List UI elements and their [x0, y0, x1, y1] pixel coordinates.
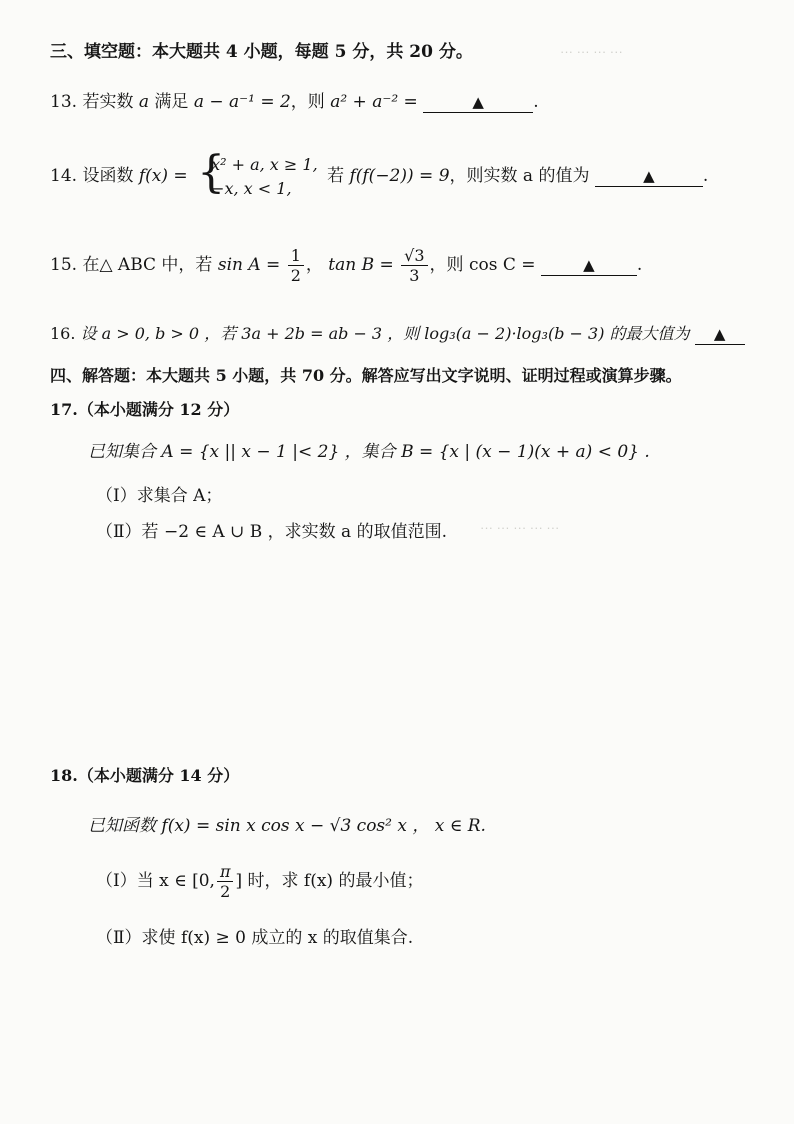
question-13 — [50, 90, 539, 114]
section-4-heading: 四、解答题：本大题共 5 小题，共 70 分。解答应写出文字说明、证明过程或演算步骤。 — [50, 366, 682, 385]
brace-icon: { — [197, 146, 226, 198]
q16-answer-blank[interactable] — [695, 324, 745, 345]
fraction-denominator: 2 — [220, 882, 231, 901]
q15-number: 15. — [50, 255, 78, 275]
q15-fraction-1 — [288, 246, 304, 285]
fraction-denominator: 3 — [409, 266, 420, 285]
q13-text: 若实数 — [82, 92, 139, 112]
bleed-through-text: ··· ··· ··· ··· — [560, 44, 623, 59]
q13-expression: a² + a⁻² = — [330, 92, 418, 112]
q18-part-1 — [96, 856, 423, 906]
q13-number: 13. — [50, 92, 78, 112]
q15-text: 在△ ABC 中，若 — [82, 255, 218, 275]
q13-answer-blank[interactable] — [423, 92, 533, 113]
fraction-denominator: 2 — [290, 266, 301, 285]
fraction-numerator: 1 — [288, 246, 304, 266]
q14-text: ，则实数 a 的值为 — [449, 166, 590, 186]
q18-part-1-text: ] 时，求 f(x) 的最小值； — [235, 871, 424, 891]
q17-title: 17.（本小题满分 12 分） — [50, 400, 240, 419]
q15-sinA: sin A = — [217, 255, 281, 275]
fraction-numerator: √3 — [401, 246, 427, 266]
q14-piecewise — [197, 146, 318, 201]
q14-case-1: x² + a, x ≥ 1, — [211, 154, 318, 174]
q13-var: a — [138, 92, 149, 112]
q18-title: 18.（本小题满分 14 分） — [50, 766, 240, 785]
q18-part-2: （Ⅱ）求使 f(x) ≥ 0 成立的 x 的取值集合. — [96, 928, 414, 948]
q13-end: . — [533, 92, 539, 112]
triangle-mark-icon: ▲ — [472, 93, 484, 111]
q13-text: ，则 — [290, 92, 331, 112]
q15-tanB: tan B = — [328, 255, 394, 275]
q15-comma: ， — [305, 255, 323, 275]
triangle-mark-icon: ▲ — [713, 325, 726, 343]
question-15 — [50, 240, 642, 290]
q14-condition: f(f(−2)) = 9 — [349, 166, 450, 186]
q14-case-2: −x, x < 1, — [211, 178, 292, 198]
fraction-numerator: π — [217, 862, 234, 882]
q15-end: . — [636, 255, 643, 275]
q15-answer-blank[interactable] — [541, 255, 637, 276]
q14-answer-blank[interactable] — [595, 166, 703, 187]
q15-text: ，则 cos C = — [429, 255, 536, 275]
q14-number: 14. — [50, 166, 78, 186]
q14-function: f(x) = — [138, 166, 188, 186]
q18-stem: 已知函数 f(x) = sin x cos x − √3 cos² x ， x ∈ R. — [88, 816, 486, 836]
question-16 — [50, 322, 745, 346]
q15-fraction-2 — [401, 246, 427, 285]
q16-number: 16. — [50, 324, 76, 343]
triangle-mark-icon: ▲ — [583, 256, 595, 274]
q14-text: 若 — [327, 166, 350, 186]
q18-part-1-text: （Ⅰ）当 x ∈ [0, — [96, 871, 215, 891]
q16-text: 设 a > 0, b > 0 ，若 3a + 2b = ab − 3 ，则 log₃(a − 2)·log₃(b − 3) 的最大值为 — [80, 324, 690, 343]
q17-part-1: （Ⅰ）求集合 A； — [96, 486, 223, 506]
question-14 — [50, 146, 708, 206]
q14-text: 设函数 — [82, 166, 139, 186]
triangle-mark-icon: ▲ — [643, 167, 655, 185]
bleed-through-text: ··· ··· ··· ··· ··· — [480, 520, 560, 535]
q17-stem: 已知集合 A = {x || x − 1 |< 2} ，集合 B = {x | (x − 1)(x + a) < 0} . — [88, 442, 650, 462]
section-3-heading: 三、填空题：本大题共 4 小题，每题 5 分，共 20 分。 — [50, 42, 473, 62]
q14-end: . — [702, 166, 709, 186]
q13-condition: a − a⁻¹ = 2 — [193, 92, 291, 112]
q18-fraction — [217, 862, 234, 901]
q13-text: 满足 — [149, 92, 194, 112]
q17-part-2: （Ⅱ）若 −2 ∈ A ∪ B ，求实数 a 的取值范围. — [96, 522, 447, 542]
